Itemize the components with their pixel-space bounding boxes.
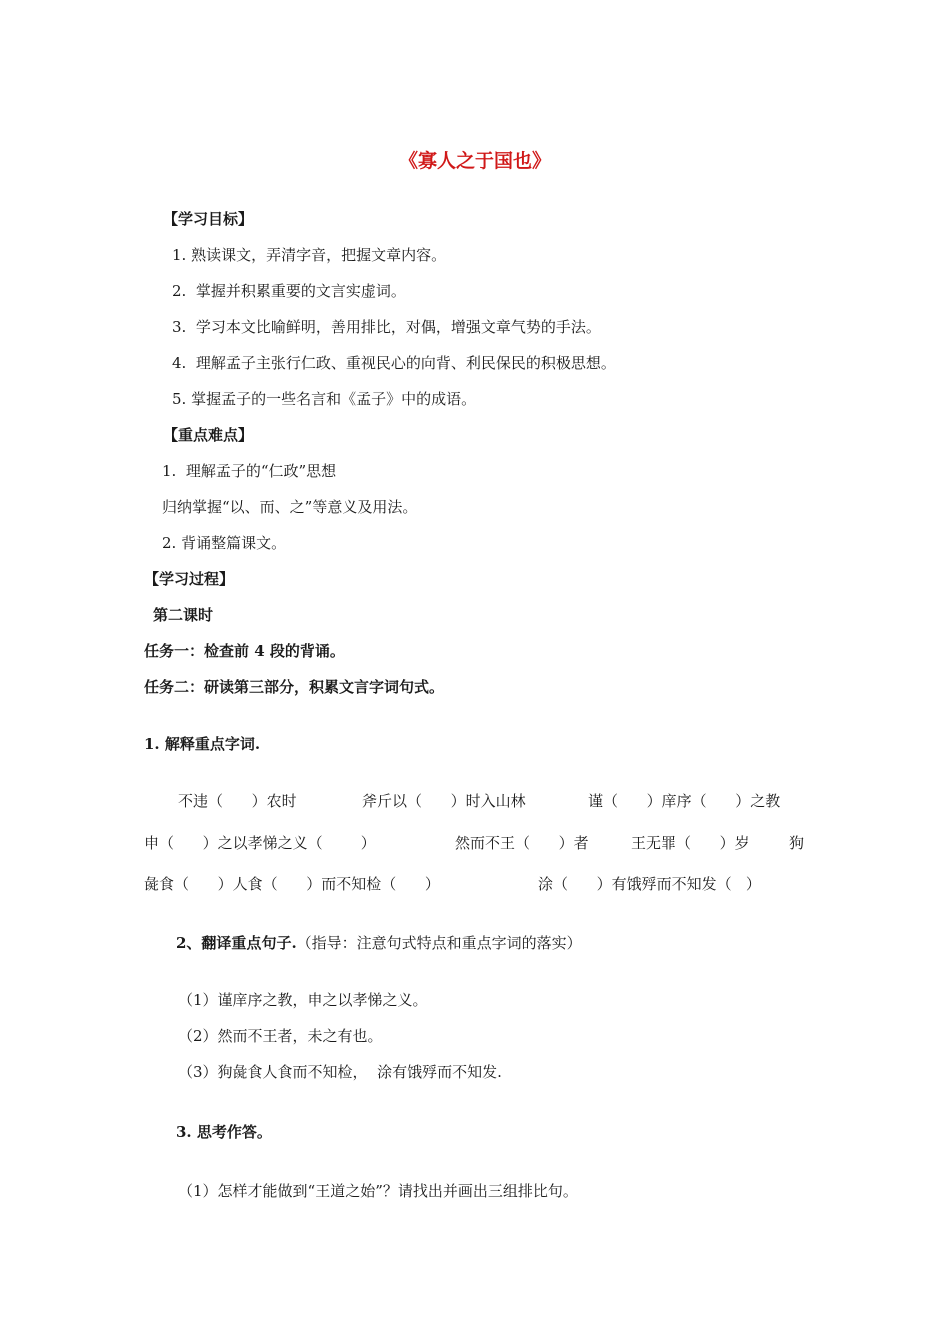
objective-item-1: 1. 熟读课文，弄清字音，把握文章内容。	[172, 246, 447, 264]
section2-heading-note: （指导：注意句式特点和重点字词的落实）	[296, 934, 582, 952]
fill-item: 涂（ ）有饿殍而不知发（ ）	[538, 875, 761, 893]
page-title: 《寡人之于国也》	[398, 150, 551, 172]
objectives-heading: 【学习目标】	[163, 210, 254, 228]
section2-heading-bold: 2、翻译重点句子.	[176, 934, 297, 952]
fill-item: 斧斤以（ ）时入山林	[362, 792, 526, 810]
key-point-item-3: 2. 背诵整篇课文。	[162, 534, 287, 552]
translate-item-1: （1）谨庠序之教，申之以孝悌之义。	[178, 991, 428, 1009]
fill-item: 王无罪（ ）岁	[631, 834, 750, 852]
translate-item-3: （3）狗彘食人食而不知检， 涂有饿殍而不知发.	[178, 1063, 502, 1081]
fill-item: 不违（ ）农时	[178, 792, 297, 810]
task-one: 任务一：检查前 4 段的背诵。	[144, 642, 345, 660]
key-point-item-1: 1. 理解孟子的“仁政”思想	[162, 462, 337, 480]
key-point-item-2: 归纳掌握“以、而、之”等意义及用法。	[162, 498, 418, 516]
section3-heading: 3. 思考作答。	[176, 1123, 272, 1141]
fill-item: 狗	[789, 834, 805, 852]
key-points-heading: 【重点难点】	[163, 426, 254, 444]
fill-item: 申（ ）之以孝悌之义（ ）	[144, 834, 376, 852]
fill-item: 谨（ ）庠序（ ）之教	[588, 792, 781, 810]
objective-item-3: 3. 学习本文比喻鲜明，善用排比，对偶，增强文章气势的手法。	[172, 318, 601, 336]
section1-heading: 1. 解释重点字词.	[144, 735, 261, 753]
objective-item-2: 2. 掌握并积累重要的文言实虚词。	[172, 282, 406, 300]
section2-heading	[176, 933, 582, 953]
lesson-label: 第二课时	[153, 606, 214, 624]
objective-item-5: 5. 掌握孟子的一些名言和《孟子》中的成语。	[172, 390, 477, 408]
translate-item-2: （2）然而不王者，未之有也。	[178, 1027, 383, 1045]
objective-item-4: 4. 理解孟子主张行仁政、重视民心的向背、利民保民的积极思想。	[172, 354, 616, 372]
fill-item: 彘食（ ）人食（ ）而不知检（ ）	[144, 875, 440, 893]
fill-item: 然而不王（ ）者	[455, 834, 589, 852]
question-item-1: （1）怎样才能做到“王道之始”？请找出并画出三组排比句。	[178, 1182, 578, 1200]
process-heading: 【学习过程】	[144, 570, 235, 588]
task-two: 任务二：研读第三部分，积累文言字词句式。	[144, 678, 445, 696]
